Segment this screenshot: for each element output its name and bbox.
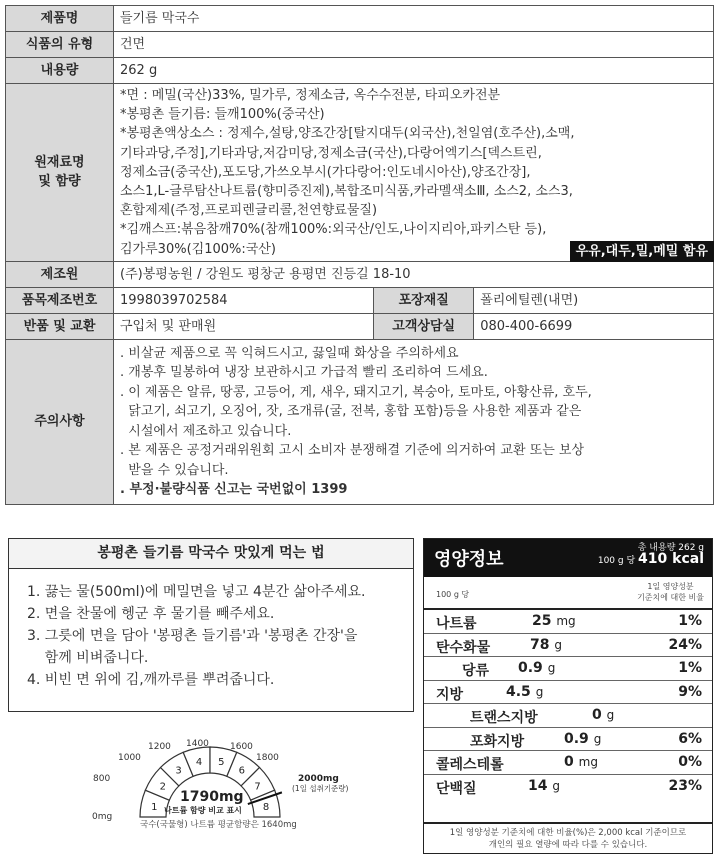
label-product-name: 제품명 bbox=[6, 6, 114, 32]
nutrition-footer bbox=[424, 822, 712, 853]
nutrition-total bbox=[598, 543, 704, 567]
amount-value: 4.5 bbox=[506, 683, 531, 700]
gauge-caption: 나트륨 함량 비교 표시 bbox=[164, 806, 242, 815]
nutrition-row-cholesterol bbox=[424, 751, 712, 775]
gauge-footer: 국수(국물형) 나트륨 평균함량은 1640mg bbox=[140, 820, 297, 830]
nutrition-kcal-line bbox=[597, 551, 704, 567]
caution-line: . 비살균 제품으로 꼭 익혀드시고, 끓일때 화상을 주의하세요 bbox=[120, 345, 459, 361]
amount-value: 0 bbox=[564, 754, 574, 770]
value-caution bbox=[114, 339, 714, 504]
nutrient-dv: 1% bbox=[678, 613, 702, 629]
nutrition-header bbox=[424, 539, 712, 577]
allergen-badge: 우유,대두,밀,메밀 함유 bbox=[570, 241, 714, 262]
nutrient-dv: 9% bbox=[678, 683, 702, 700]
row-report-no bbox=[6, 287, 714, 313]
value-content: 262 g bbox=[114, 58, 714, 84]
label-report-no: 품목제조번호 bbox=[6, 287, 114, 313]
ingredient-line: 정제소금(중국산),포도당,가쓰오부시(가다랑어:인도네시아산),양조간장], bbox=[120, 164, 531, 180]
nutrient-name: 단백질 bbox=[436, 780, 477, 797]
gauge-segment-label: 2 bbox=[159, 781, 166, 793]
value-cs: 080-400-6699 bbox=[474, 313, 714, 339]
label-maker: 제조원 bbox=[6, 261, 114, 287]
ingredient-line: 소스1,L-글루탐산나트륨(향미증진제),복합조미식품,카라멜색소Ⅲ, 소스2, 소스3, bbox=[120, 184, 573, 200]
nutrition-row-fat bbox=[424, 681, 712, 705]
value-return: 구입처 및 판매원 bbox=[114, 313, 374, 339]
caution-line: 닭고기, 쇠고기, 오징어, 잣, 조개류(굴, 전복, 홍합 포함)등을 사용한 제품과 같은 bbox=[120, 404, 582, 420]
nutrition-footer-line1: 1일 영양성분 기준치에 대한 비율(%)은 2,000 kcal 기준이므로 bbox=[449, 828, 687, 838]
gauge-tick-label: 1600 bbox=[230, 742, 253, 752]
sodium-gauge bbox=[60, 735, 380, 845]
nutrition-per-100g: 100 g 당 bbox=[436, 590, 470, 599]
gauge-max-label: 2000mg bbox=[298, 774, 339, 784]
nutrition-dv-header bbox=[637, 581, 704, 603]
nutrient-name: 당류 bbox=[462, 663, 490, 679]
amount-unit: g bbox=[552, 778, 560, 793]
value-ingredients bbox=[114, 84, 714, 262]
nutrient-amount bbox=[592, 707, 614, 723]
nutrition-footer-line2: 개인의 필요 열량에 따라 다를 수 있습니다. bbox=[488, 840, 648, 850]
nutrient-amount bbox=[564, 731, 601, 747]
ingredient-line: *봉평촌액상소스 : 정제수,설탕,양조간장[탈지대두(외국산),천일염(호주산),소맥, bbox=[120, 126, 575, 142]
value-maker: (주)봉평농원 / 강원도 평창군 용평면 진등길 18-10 bbox=[114, 261, 714, 287]
row-product-name bbox=[6, 6, 714, 32]
amount-unit: g bbox=[554, 637, 562, 652]
amount-value: 78 bbox=[530, 636, 550, 653]
label-cs: 고객상담실 bbox=[374, 313, 474, 339]
ingredient-line: *면 : 메밀(국산)33%, 밀가루, 정제소금, 옥수수전분, 타피오카전분 bbox=[120, 88, 501, 103]
label-ingredients bbox=[6, 84, 114, 262]
instruction-step: 3. 그릇에 면을 담아 '봉평촌 들기름'과 '봉평촌 간장'을 bbox=[27, 628, 358, 644]
caution-line: . 이 제품은 알류, 땅콩, 고등어, 게, 새우, 돼지고기, 복숭아, 토마토, 아황산류, 호두, bbox=[120, 384, 592, 400]
gauge-max-note: (1일 섭취기준량) bbox=[292, 784, 349, 793]
nutrition-row-trans-fat bbox=[424, 704, 712, 728]
amount-unit: g bbox=[606, 708, 615, 722]
caution-line: 받을 수 있습니다. bbox=[120, 462, 229, 478]
nutrition-title: 영양정보 bbox=[434, 549, 504, 570]
value-package: 폴리에틸렌(내면) bbox=[474, 287, 714, 313]
nutrient-amount bbox=[532, 613, 576, 629]
amount-value: 0.9 bbox=[518, 660, 543, 676]
instruction-step: 1. 끓는 물(500ml)에 메밀면을 넣고 4분간 삶아주세요. bbox=[27, 584, 366, 600]
amount-unit: mg bbox=[578, 755, 598, 769]
nutrient-amount bbox=[530, 637, 562, 653]
label-package: 포장재질 bbox=[374, 287, 474, 313]
caution-line: . 개봉후 밀봉하여 냉장 보관하시고 가급적 빨리 조리하여 드세요. bbox=[120, 365, 488, 381]
row-food-type bbox=[6, 32, 714, 58]
gauge-tick-label: 1400 bbox=[186, 739, 209, 749]
instructions-title: 봉평촌 들기름 막국수 맛있게 먹는 법 bbox=[9, 539, 413, 569]
ingredient-line: 김가루30%(김100%:국산) bbox=[120, 241, 276, 257]
label-ingredients-line1: 원재료명 bbox=[34, 155, 85, 171]
gauge-segment-label: 8 bbox=[262, 801, 270, 813]
label-content: 내용량 bbox=[6, 58, 114, 84]
gauge-segment-label: 5 bbox=[218, 757, 225, 769]
caution-line: 시설에서 제조하고 있습니다. bbox=[120, 423, 292, 439]
nutrition-row-sodium bbox=[424, 610, 712, 634]
dv-header-line1: 1일 영양성분 bbox=[647, 582, 694, 591]
nutrition-row-sat-fat bbox=[424, 728, 712, 752]
gauge-segment-label: 7 bbox=[254, 781, 261, 793]
nutrition-facts-panel bbox=[423, 538, 713, 854]
nutrient-amount bbox=[528, 778, 560, 794]
nutrient-name: 나트륨 bbox=[436, 616, 477, 632]
gauge-tick-label: 800 bbox=[93, 774, 111, 784]
nutrition-total-line: 총 내용량 262 g bbox=[637, 543, 704, 553]
nutrition-rows bbox=[424, 610, 712, 798]
row-ingredients bbox=[6, 84, 714, 262]
nutrient-amount bbox=[564, 754, 598, 770]
nutrient-dv: 1% bbox=[678, 660, 702, 676]
caution-line-report: . 부정·불량식품 신고는 국번없이 1399 bbox=[120, 482, 348, 498]
label-caution: 주의사항 bbox=[6, 339, 114, 504]
label-ingredients-line2: 및 함량 bbox=[38, 174, 81, 190]
label-food-type: 식품의 유형 bbox=[6, 32, 114, 58]
instruction-step: 2. 면을 찬물에 헹군 후 물기를 빼주세요. bbox=[27, 606, 275, 622]
nutrition-row-carbs bbox=[424, 634, 712, 658]
amount-value: 25 bbox=[532, 613, 552, 629]
nutrient-dv: 0% bbox=[678, 754, 702, 770]
amount-value: 0 bbox=[592, 707, 602, 723]
gauge-segment-label: 4 bbox=[195, 757, 203, 769]
nutrition-per-line: 100 g 당 bbox=[597, 556, 636, 566]
amount-unit: mg bbox=[556, 614, 576, 628]
label-return: 반품 및 교환 bbox=[6, 313, 114, 339]
nutrition-subheader bbox=[424, 577, 712, 610]
ingredient-line: *봉평촌 들기름: 들깨100%(중국산) bbox=[120, 107, 325, 123]
product-spec-table bbox=[5, 5, 714, 505]
nutrient-name: 지방 bbox=[436, 686, 464, 703]
nutrition-row-sugars bbox=[424, 657, 712, 681]
row-return bbox=[6, 313, 714, 339]
gauge-segment-label: 6 bbox=[238, 765, 246, 777]
instruction-step: 함께 비벼줍니다. bbox=[27, 650, 149, 666]
cooking-instructions-box bbox=[8, 538, 414, 712]
nutrient-name: 탄수화물 bbox=[436, 639, 491, 656]
instruction-step: 4. 비빈 면 위에 김,깨까루를 뿌려줍니다. bbox=[27, 672, 275, 688]
nutrient-name: 포화지방 bbox=[470, 733, 525, 750]
ingredient-line: 혼합제제(주정,프로피렌글리콜,천연향료물질) bbox=[120, 203, 378, 219]
value-report-no: 1998039702584 bbox=[114, 287, 374, 313]
amount-value: 14 bbox=[528, 777, 548, 794]
nutrient-name: 콜레스테롤 bbox=[436, 757, 504, 773]
row-caution bbox=[6, 339, 714, 504]
dv-header-line2: 기준치에 대한 비율 bbox=[637, 593, 704, 602]
value-food-type: 건면 bbox=[114, 32, 714, 58]
nutrient-dv: 23% bbox=[668, 777, 702, 794]
row-content bbox=[6, 58, 714, 84]
gauge-tick-label: 1800 bbox=[256, 753, 279, 763]
nutrient-name: 트랜스지방 bbox=[470, 710, 538, 726]
nutrient-dv: 24% bbox=[668, 636, 702, 653]
row-maker bbox=[6, 261, 714, 287]
gauge-tick-label: 1200 bbox=[148, 742, 171, 752]
nutrient-dv: 6% bbox=[678, 730, 702, 747]
amount-unit: g bbox=[535, 684, 544, 699]
nutrition-kcal: 410 kcal bbox=[638, 551, 704, 567]
nutrient-amount bbox=[506, 684, 543, 700]
caution-line: . 본 제품은 공정거래위원회 고시 소비자 분쟁해결 기준에 의거하여 교환 또는 보상 bbox=[120, 443, 585, 459]
amount-value: 0.9 bbox=[564, 730, 589, 747]
nutrient-amount bbox=[518, 660, 555, 676]
nutrition-row-protein bbox=[424, 775, 712, 799]
gauge-value: 1790mg bbox=[180, 789, 244, 805]
amount-unit: g bbox=[593, 731, 602, 746]
gauge-tick-label: 0mg bbox=[92, 812, 113, 822]
ingredient-line: 기타과당,주정],기타과당,저감미당,정제소금(국산),다랑어엑기스[덱스트린, bbox=[120, 145, 542, 161]
gauge-segment-label: 3 bbox=[175, 765, 182, 777]
gauge-segment-label: 1 bbox=[151, 801, 158, 813]
ingredient-line: *김깨스프:볶음참깨70%(참깨100%:외국산/인도,나이지리아,파키스탄 등), bbox=[120, 222, 547, 238]
instruction-steps bbox=[9, 569, 413, 691]
gauge-tick-label: 1000 bbox=[118, 753, 141, 763]
value-product-name: 들기름 막국수 bbox=[114, 6, 714, 32]
amount-unit: g bbox=[547, 661, 556, 675]
